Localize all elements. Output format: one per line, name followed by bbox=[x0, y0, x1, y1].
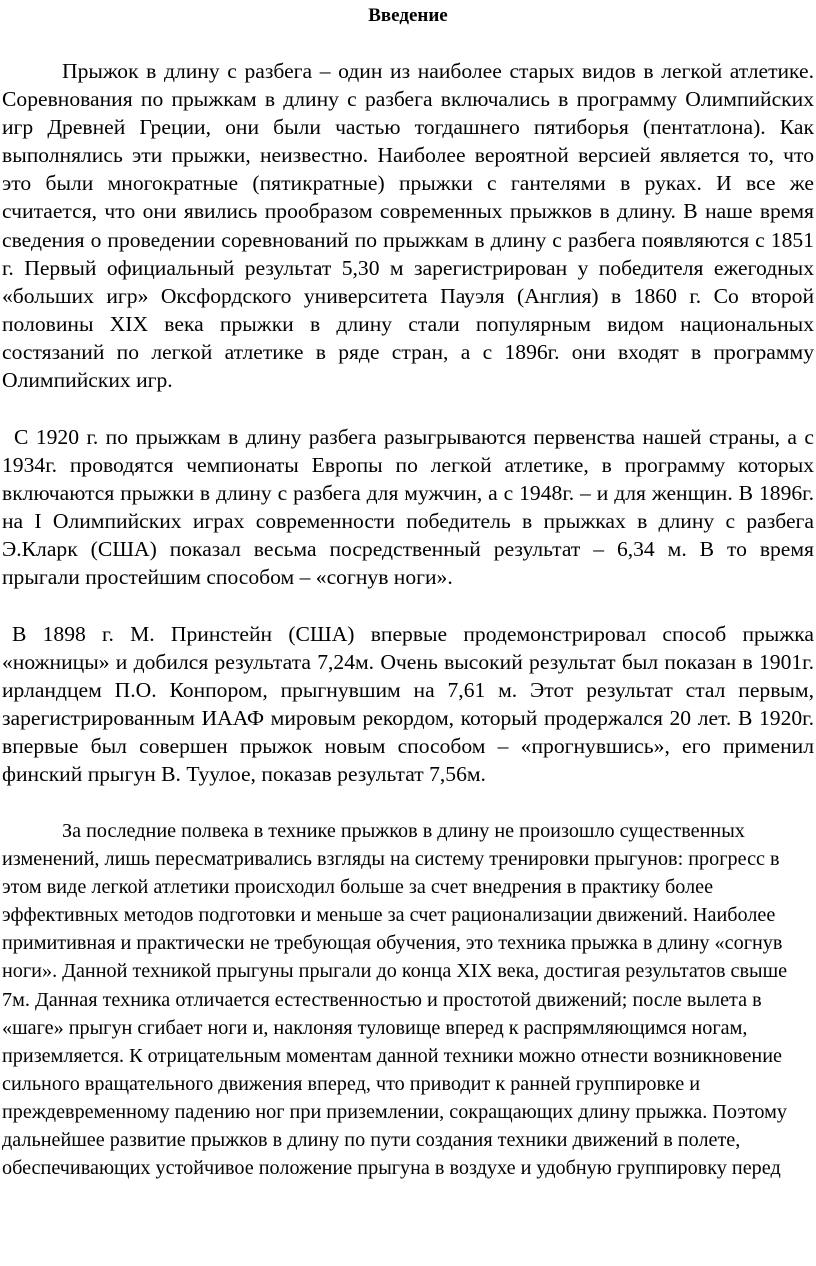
paragraph-records: В 1898 г. М. Принстейн (США) впервые продемонстрировал способ прыжка «ножницы» и добился результата 7,24м. Очень высокий результат был показан в 1901г. ирландцем П.О. Конпором, прыгнувшим на 7,61 м. Этот результат стал первым, зарегистрированным ИААФ мировым рекордом, который продержался 20 лет. В 1920г. впервые был совершен прыжок новым способом – «прогнувшись», его применил финский прыгун В. Туулое, показав результат 7,56м. bbox=[2, 622, 814, 787]
document-title: Введение bbox=[368, 5, 448, 26]
paragraph-technique: За последние полвека в технике прыжков в длину не произошло существенных изменений, лишь пересматривались взгляды на систему тренировки прыгунов: прогресс в этом виде легкой атлетики происходил больше за счет внедрения в практику более эффективных методов подготовки и меньше за счет рационализации движений. Наиболее примитивная и практически не требующая обучения, это техника прыжка в длину «согнув ноги». Данной техникой прыгуны прыгали до конца XIX века, достигая результатов свыше 7м. Данная техника отличается естественностью и простотой движений; после вылета в «шаге» прыгун сгибает ноги и, наклоняя туловище вперед к распрямляющимся ногам, приземляется. К отрицательным моментам данной техники можно отнести возникновение сильного вращательного движения вперед, что приводит к ранней группировке и преждевременному падению ног при приземлении, сокращающих длину прыжка. Поэтому дальнейшее развитие прыжков в длину по пути создания техники движений в полете, обеспечивающих устойчивое положение прыгуна в воздухе и удобную группировку перед bbox=[2, 820, 788, 1180]
paragraph-history-origins: Прыжок в длину с разбега – один из наиболее старых видов в легкой атлетике. Соревнования по прыжкам в длину с разбега включались в программу Олимпийских игр Древней Греции, они были частью тогдашнего пятиборья (пентатлона). Как выполнялись эти прыжки, неизвестно. Наиболее вероятной версией является то, что это были многократные (пятикратные) прыжки с гантелями в руках. И все же считается, что они явились прообразом современных прыжков в длину. В наше время сведения о проведении соревнований по прыжкам в длину с разбега появляются с 1851 г. Первый официальный результат 5,30 м зарегистрирован у победителя ежегодных «больших игр» Оксфордского университета Пауэля (Англия) в 1860 г. Со второй половины XIX века прыжки в длину стали популярным видом национальных состязаний по легкой атлетике в ряде стран, а с 1896г. они входят в программу Олимпийских игр. bbox=[2, 59, 814, 393]
paragraph-championships: С 1920 г. по прыжкам в длину разбега разыгрываются первенства нашей страны, а с 1934г. проводятся чемпионаты Европы по легкой атлетике, в программу которых включаются прыжки в длину с разбега для мужчин, а с 1948г. – и для женщин. В 1896г. на I Олимпийских играх современности победитель в прыжках в длину с разбега Э.Кларк (США) показал весьма посредственный результат – 6,34 м. В то время прыгали простейшим способом – «согнув ноги». bbox=[2, 425, 814, 590]
